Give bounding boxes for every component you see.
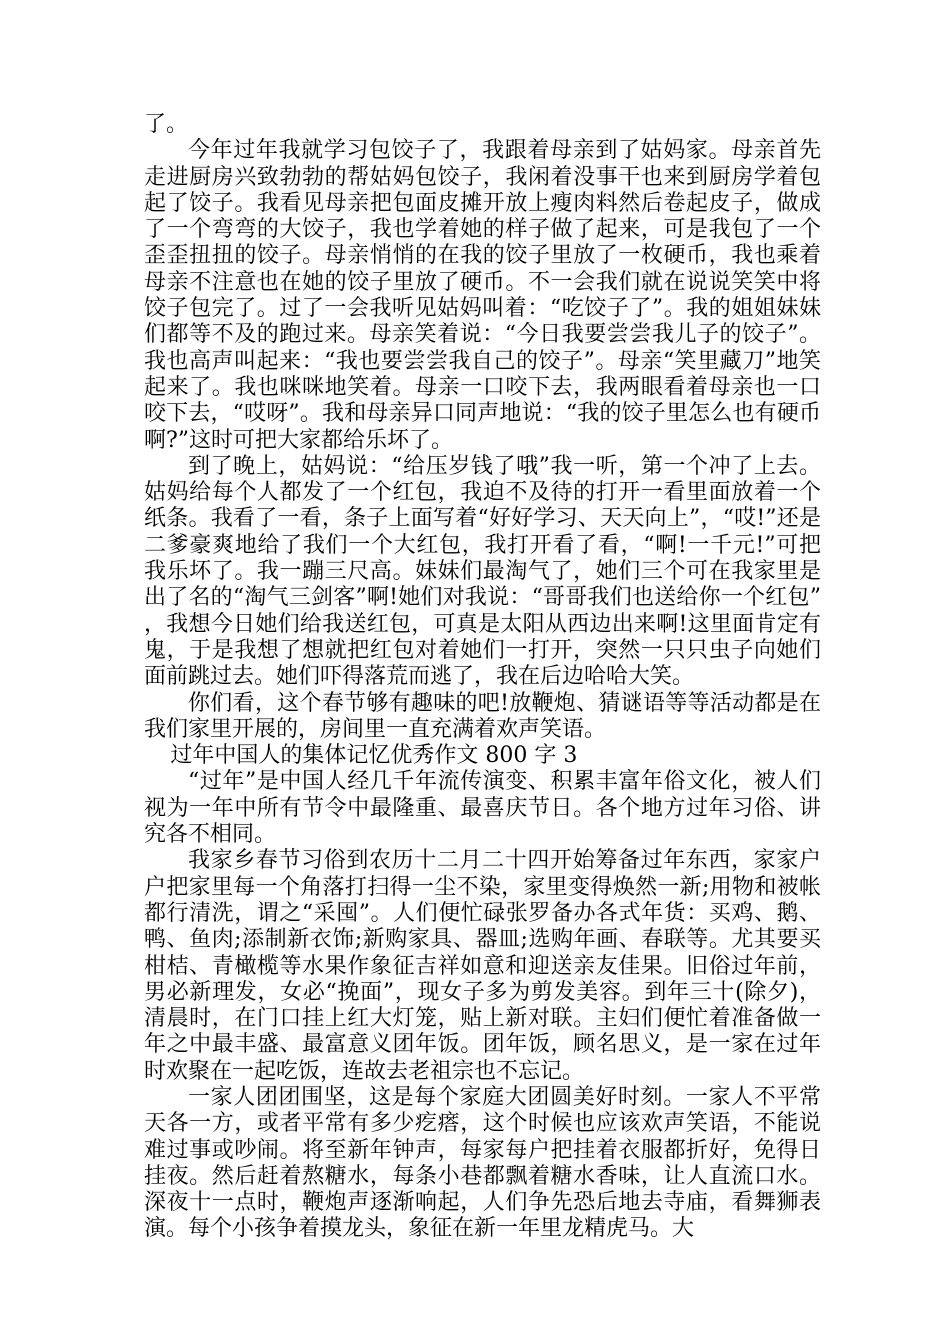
paragraph-family-reunion: 一家人团团围坚，这是每个家庭大团圆美好时刻。一家人不平常天各一方，或者平常有多少疙瘩，这个时候也应该欢声笑语，不能说难过事或吵闹。将至新年钟声，每家每户把挂着衣服都折好，免得日挂夜。然后赶着熬糖水，每条小巷都飘着糖水香味，让人直流口水。深夜十一点时，鞭炮声逐渐响起，人们争先恐后地去寺庙，看舞狮表演。每个小孩争着摸龙头，象征在新一年里龙精虎马。大 <box>144 1084 821 1242</box>
paragraph-new-year-intro: “过年”是中国人经几千年流传演变、积累丰富年俗文化，被人们视为一年中所有节令中最隆重、最喜庆节日。各个地方过年习俗、讲究各不相同。 <box>144 769 821 848</box>
document-page <box>144 112 821 1243</box>
paragraph-red-envelope: 到了晚上，姑妈说：“给压岁钱了哦”我一听，第一个冲了上去。姑妈给每个人都发了一个红包，我迫不及待的打开一看里面放着一个纸条。我看了一看，条子上面写着“好好学习、天天向上”，“哎!”还是二爹豪爽地给了我们一个大红包，我打开看了看，“啊!一千元!”可把我乐坏了。我一蹦三尺高。妹妹们最淘气了，她们三个可在我家里是出了名的“淘气三剑客”啊!她们对我说：“哥哥我们也送给你一个红包”，我想今日她们给我送红包，可真是太阳从西边出来啊!这里面肯定有鬼，于是我想了想就把红包对着她们一打开，突然一只只虫子向她们面前跳过去。她们吓得落荒而逃了，我在后边哈哈大笑。 <box>144 453 821 690</box>
paragraph-continuation: 了。 <box>144 112 189 137</box>
paragraph-hometown-customs: 我家乡春节习俗到农历十二月二十四开始筹备过年东西，家家户户把家里每一个角落打扫得一尘不染，家里变得焕然一新;用物和被帐都行清洗，谓之“采囤”。人们便忙碌张罗备办各式年货：买鸡、鹅、鸭、鱼肉;添制新衣饰;新购家具、器皿;选购年画、春联等。尤其要买柑桔、青橄榄等水果作象征吉祥如意和迎送亲友佳果。旧俗过年前，男必新理发，女必“挽面”，现女子多为剪发美容。到年三十(除夕)，清晨时，在门口挂上红大灯笼，贴上新对联。主妇们便忙着准备做一年之中最丰盛、最富意义团年饭。团年饭，顾名思义，是一家在过年时欢聚在一起吃饭，连故去老祖宗也不忘记。 <box>144 848 821 1084</box>
paragraph-dumplings: 今年过年我就学习包饺子了，我跟着母亲到了姑妈家。母亲首先走进厨房兴致勃勃的帮姑妈包饺子，我闲着没事干也来到厨房学着包起了饺子。我看见母亲把包面皮摊开放上瘦肉料然后卷起皮子，做成了一个弯弯的大饺子，我也学着她的样子做了起来，可是我包了一个歪歪扭扭的饺子。母亲悄悄的在我的饺子里放了一枚硬币，我也乘着母亲不注意也在她的饺子里放了硬币。不一会我们就在说说笑笑中将饺子包完了。过了一会我听见姑妈叫着：“吃饺子了”。我的姐姐妹妹们都等不及的跑过来。母亲笑着说：“今日我要尝尝我儿子的饺子”。我也高声叫起来：“我也要尝尝我自己的饺子”。母亲“笑里藏刀”地笑起来了。我也咪咪地笑着。母亲一口咬下去，我两眼看着母亲也一口咬下去，“哎呀”。我和母亲异口同声地说：“我的饺子里怎么也有硬币啊?”这时可把大家都给乐坏了。 <box>144 138 821 453</box>
section-title: 过年中国人的集体记忆优秀作文 800 字 3 <box>170 743 578 769</box>
paragraph-summary: 你们看，这个春节够有趣味的吧!放鞭炮、猜谜语等等活动都是在我们家里开展的，房间里一直充满着欢声笑语。 <box>144 690 821 742</box>
